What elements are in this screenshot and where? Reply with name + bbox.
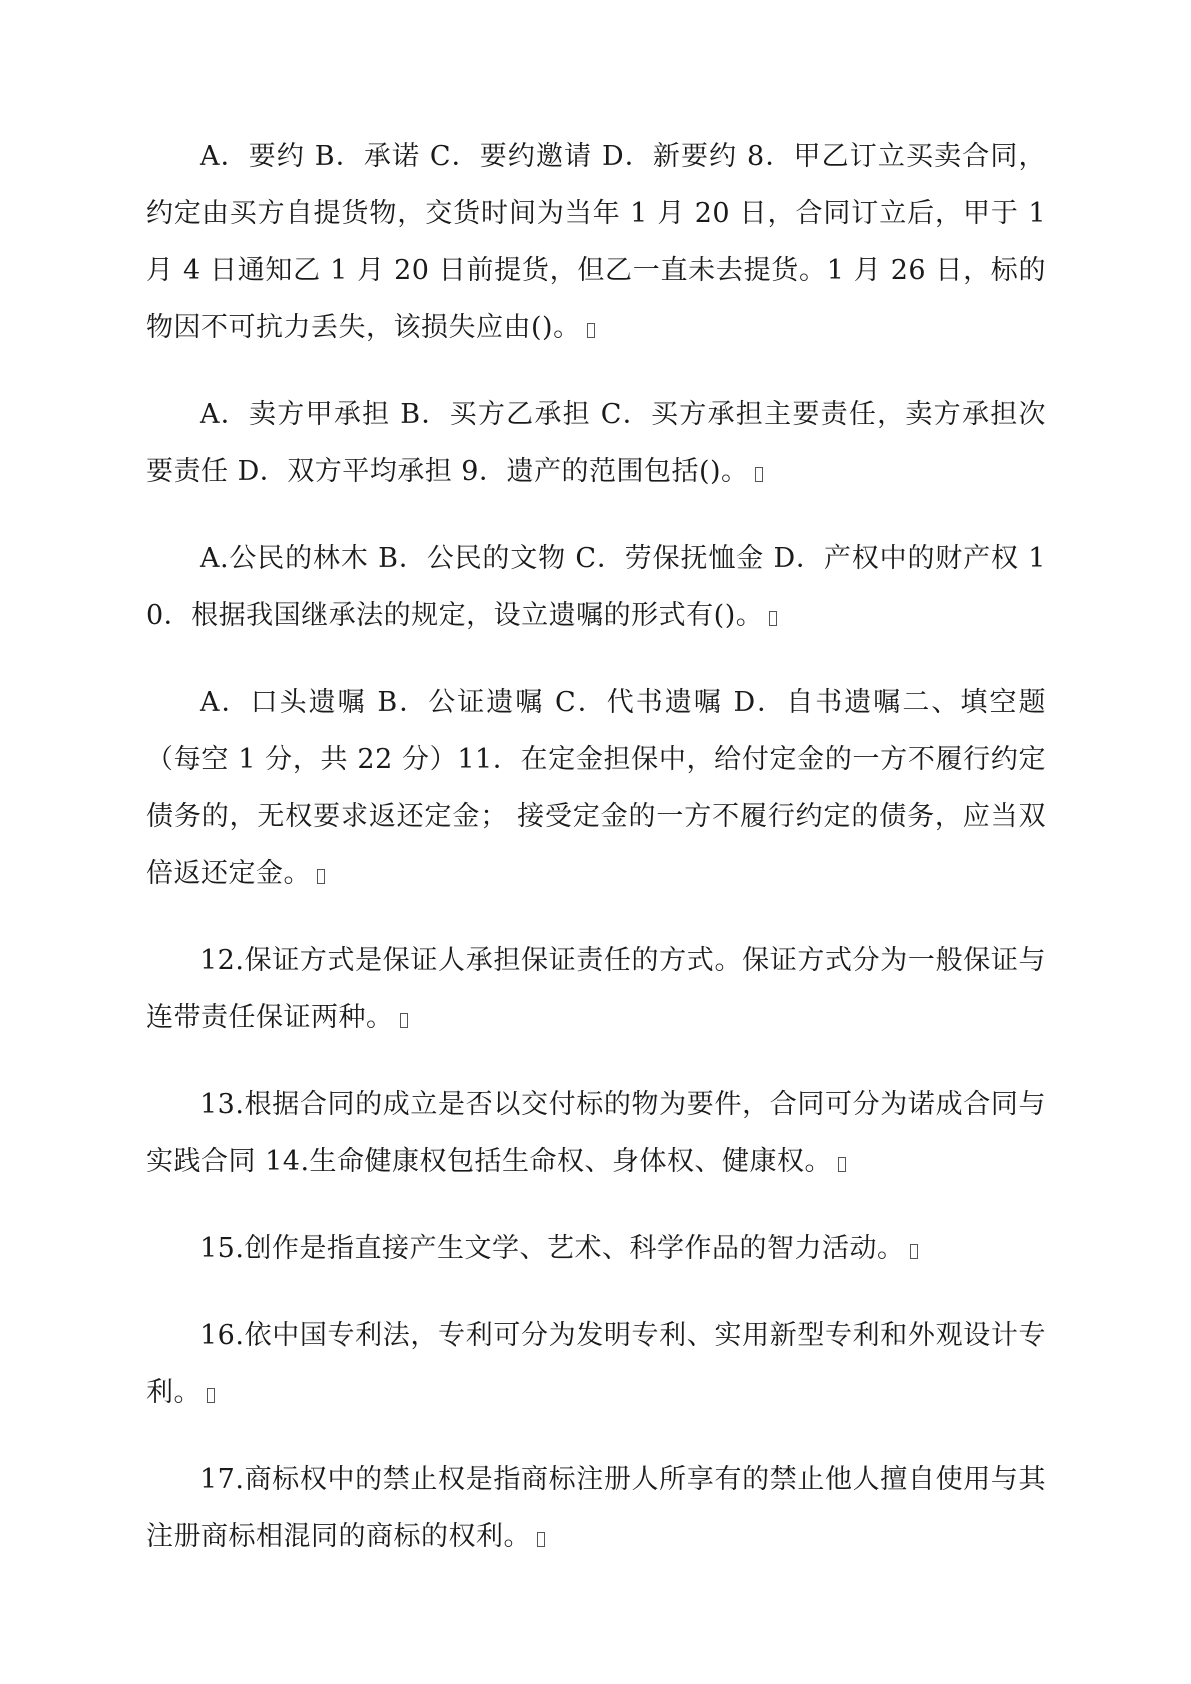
paragraph-text: A．要约 B．承诺 C．要约邀请 D．新要约 8．甲乙订立买卖合同，约定由买方自提货物，交货时间为当年 1 月 20 日，合同订立后，甲于 1 月 4 日通知乙 1 月 20 日前提货，但乙一直未去提货。1 月 26 日，标的物因不可抗力丢失，该损失应由()。	[146, 141, 1046, 343]
paragraph-end-mark	[400, 1013, 408, 1028]
paragraph-8	[146, 1307, 1046, 1421]
paragraph-2	[146, 386, 1046, 500]
paragraph-7	[146, 1220, 1046, 1277]
paragraph-5	[146, 932, 1046, 1046]
paragraph-text: A.公民的林木 B．公民的文物 C．劳保抚恤金 D．产权中的财产权 10．根据我国继承法的规定，设立遗嘱的形式有()。	[146, 543, 1046, 631]
paragraph-end-mark	[207, 1388, 215, 1403]
paragraph-end-mark	[769, 611, 777, 626]
paragraph-3	[146, 530, 1046, 644]
paragraph-end-mark	[755, 467, 763, 482]
paragraph-text: 16.依中国专利法，专利可分为发明专利、实用新型专利和外观设计专利。	[146, 1320, 1046, 1408]
paragraph-end-mark	[537, 1532, 545, 1547]
paragraph-text: 15.创作是指直接产生文学、艺术、科学作品的智力活动。	[200, 1233, 905, 1264]
paragraph-end-mark	[838, 1157, 846, 1172]
paragraph-text: A．口头遗嘱 B．公证遗嘱 C．代书遗嘱 D．自书遗嘱二、填空题（每空 1 分，共 22 分）11．在定金担保中，给付定金的一方不履行约定债务的，无权要求返还定金； 接受定金的一方不履行约定的债务，应当双倍返还定金。	[146, 687, 1046, 889]
paragraph-text: 17.商标权中的禁止权是指商标注册人所享有的禁止他人擅自使用与其注册商标相混同的商标的权利。	[146, 1464, 1046, 1552]
paragraph-9	[146, 1451, 1046, 1565]
paragraph-end-mark	[317, 869, 325, 884]
paragraph-end-mark	[910, 1244, 918, 1259]
paragraph-text: A．卖方甲承担 B．买方乙承担 C．买方承担主要责任，卖方承担次要责任 D．双方平均承担 9．遗产的范围包括()。	[146, 399, 1046, 487]
paragraph-1	[146, 128, 1046, 356]
paragraph-6	[146, 1076, 1046, 1190]
paragraph-text: 12.保证方式是保证人承担保证责任的方式。保证方式分为一般保证与连带责任保证两种。	[146, 945, 1046, 1033]
document-page	[146, 128, 1046, 1595]
paragraph-text: 13.根据合同的成立是否以交付标的物为要件，合同可分为诺成合同与实践合同 14.生命健康权包括生命权、身体权、健康权。	[146, 1089, 1046, 1177]
paragraph-end-mark	[587, 323, 595, 338]
paragraph-4	[146, 674, 1046, 902]
